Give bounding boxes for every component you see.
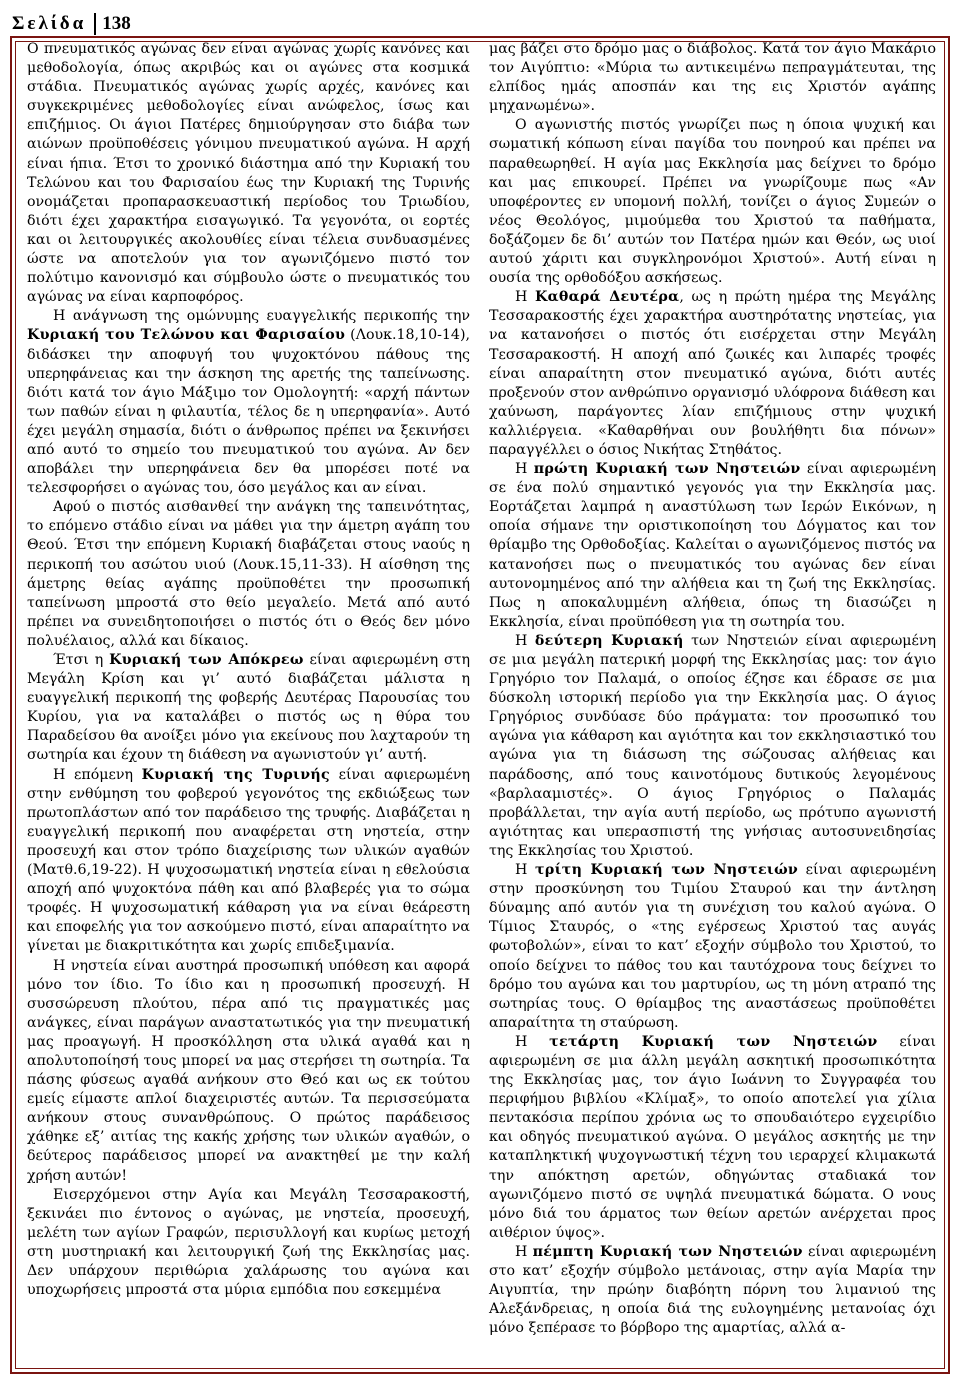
paragraph [489,288,936,460]
text-run: των Νηστειών είναι αφιερωμένη σε μια μεγάλη πατερική μορφή της Εκκλησίας μας: τον άγιο Γρηγόριο τον Παλαμά, ο οποίος έζησε και έδρασε σε μια δύσκολη ιστορική περίοδο για την Εκκλησία μας. Ο άγιος Γρηγόριος συνδύασε δύο πράγματα: τον προσωπικό του αγώνα για κάθαρση και αγιότητα και τον εκκλησιαστικό του αγώνα για τη διάσωση της σώζουσας αλήθειας και παράδοσης, από τους καινοτόμους δυτικούς λεγομένους «βαρλααμιστές». Ο άγιος Γρηγόριος ο Παλαμάς προβάλλεται, την αγία αυτή περίοδο, ως πρότυπο αγωνιστή αγιότητας και υπερασπιστή της γνήσιας αυτοσυνειδησίας της Εκκλησίας του Χριστού. [489,632,936,859]
paragraph [27,1186,470,1301]
text-run: , ως η πρώτη ημέρα της Μεγάλης Τεσσαρακοστής έχει χαρακτήρα αυστηρότατης νηστείας, για να κατανοήσει ο πιστός ότι εισέρχεται στην Μεγάλη Τεσσαρακοστή. Η αποχή από ζωικές και λιπαρές τροφές είναι απαραίτητη στον πνευματικό αγώνα, διότι αυτές προξενούν στον ανθρώπινο οργανισμό υλόφρονα διάθεση και χαύνωση, παράγοντες λίαν επιζήμιους στην ψυχική καλλιέργεια. «Καθαρθήναι ουν βουλήθητι δια πόνων» παραγγέλλει ο όσιος Νικήτας Στηθάτος. [489,289,937,458]
paragraph [489,40,936,116]
text-run: Έτσι η [53,652,110,668]
emphasized-term: Καθαρά Δευτέρα [535,289,680,306]
emphasized-term: Κυριακή της Τυρινής [141,766,330,783]
text-run: Η ανάγνωση της ομώνυμης ευαγγελικής περικοπής την [53,308,470,325]
left-column [27,40,470,1300]
paragraph [489,1033,936,1243]
text-run: είναι αφιερωμένη στην ενθύμηση του φοβερού γεγονότος της εκδιώξεως των πρωτοπλάστων από τον παράδεισο της τρυφής. Διαβάζεται η ευαγγελική περικοπή που αναφέρεται στη νηστεία, στην προσευχή και στον τρόπο διαχείρισης των υλικών αγαθών (Ματθ.6,19-22). Η ψυχοσωματική νηστεία είναι η εθελούσια αποχή από ψυχοκτόνα πάθη και από βλαβερές για το σώμα τροφές. Η ψυχοσωματική κάθαρση για να είναι θεάρεστη και εποφελής για τον ασκούμενο πιστό, είναι απαραίτητο να γίνεται με διακριτικότητα και χωρίς επιδεξιμανία. [27,766,470,955]
text-run: είναι αφιερωμένη στο κατ’ εξοχήν σύμβολο μετάνοιας, στην αγία Μαρία την Αιγυπτία, την πρώην διαβόητη πόρνη του λιμανιού της Αλεξάνδρειας, η οποία διά της ευλογημένης μετανοίας όχι μόνο ξεπέρασε το βόρβορο της αμαρτίας, αλλά α- [489,1243,936,1337]
text-run: Η επόμενη [53,766,142,783]
paragraph [27,307,470,498]
text-run: Η [515,1033,550,1050]
text-run: Η [515,862,535,879]
paragraph [489,460,936,632]
paragraph [489,861,936,1033]
paragraph [489,1243,936,1338]
emphasized-term: τρίτη Κυριακή των Νηστειών [535,862,799,879]
paragraph [27,766,470,957]
paragraph [489,116,936,288]
right-column [489,40,936,1338]
paragraph [27,40,470,307]
page-number: 138 [102,13,131,34]
emphasized-term: Κυριακή των Απόκρεω [109,652,304,668]
text-run: Η [515,632,535,649]
page-header [12,10,131,38]
text-run: είναι αφιερωμένη σε μια άλλη μεγάλη ασκητική προσωπικότητα της Εκκλησίας μας, τον άγιο Ιωάννη το Συγγραφέα του περιφήμου βιβλίου «Κλίμαξ», το οποίο αποτελεί για χίλια πεντακόσια περίπου χρόνια ως το σπουδαιότερο εγχειρίδιο και οδηγός πνευματικού αγώνα. Ο μεγάλος ασκητής με την καταπληκτική ψυχογνωστική τέχνη του ιεραρχεί κλιμακωτά την απόκτηση αρετών, οδηγώντας σταδιακά τον αγωνιζόμενο πιστό σε υψηλά πνευματικά δώματα. Ο νους μόνο διά του άρματος των θείων αρετών ανέρχεται προς αιθέριον ύψος». [489,1033,936,1241]
emphasized-term: Κυριακή του Τελώνου και Φαρισαίου [27,327,346,344]
emphasized-term: τετάρτη Κυριακή των Νηστειών [549,1033,878,1050]
text-run: (Λουκ.18,10-14), διδάσκει την αποφυγή του ψυχοκτόνου πάθους της υπερηφάνειας και την άσκηση της αρετής της ταπείνωσης. διότι κατά τον άγιο Μάξιμο τον Ομολογητή: «αρχή πάντων των παθών είναι η φιλαυτία, τέλος δε η υπερηφανία». Αυτό έχει μεγάλη σημασία, διότι ο άνθρωπος πρέπει να ξεκινήσει από αυτό το σημείο του πνευματικού του αγώνα. Αν δεν αποβάλει την υπερηφάνεια δεν θα μπορέσει ποτέ να τελεσφορήσει ο αγώνας του, όσο μεγάλος και αν είναι. [27,327,471,497]
text-run: Εισερχόμενοι στην Αγία και Μεγάλη Τεσσαρακοστή, ξεκινάει πιο έντονος ο αγώνας, με νηστεία, προσευχή, μελέτη των αγίων Γραφών, περισυλλογή και κυρίως μετοχή στη μυστηριακή και λειτουργική ζωή της Εκκλησίας μας. Δεν υπάρχουν περιθώρια χαλάρωσης του αγώνα και υποχωρήσεις μπροστά στα μύρια εμπόδια που εσκεμμένα [27,1186,470,1299]
text-run: Η [515,289,536,306]
emphasized-term: δεύτερη Κυριακή [534,632,684,649]
text-run: είναι αφιερωμένη στην προσκύνηση του Τιμίου Σταυρού και την άντληση δύναμης από αυτόν για τη συνέχιση του καλού αγώνα. Ο Τίμιος Σταυρός, ο «της εγέρσεως Χριστού τας αυγάς φωτοβολών», είναι το κατ’ εξοχήν σύμβολο του Χριστού, το οποίο δείχνει το πάθος του και ταυτόχρονα τους δείχνει το δρόμο του αγώνα και του μαρτυρίου, ως τη μόνη ατραπό της σωτηρίας τους. Ο θρίαμβος της αναστάσεως προϋποθέτει απαραίτητα τη σταύρωση. [489,862,937,1031]
text-run: Η [515,1243,533,1260]
header-divider [94,13,96,35]
emphasized-term: πρώτη Κυριακή των Νηστειών [533,461,801,478]
text-run: Αφού ο πιστός αισθανθεί την ανάγκη της ταπεινότητας, το επόμενο στάδιο είναι να μάθει για την άμετρη αγάπη του Θεού. Έτσι την επόμενη Κυριακή διαβάζεται στους ναούς η περικοπή του ασώτου υιού (Λουκ.15,11-33). Η αίσθηση της άμετρης θείας αγάπης προϋποθέτει την προσωπική ταπείνωση μπροστά στο θείο μεγαλείο. Μετά από αυτό πρέπει να συνειδητοποιήσει ο πιστός ότι ο Θεός δεν μόνο πολυέλαιος, αλλά και δίκαιος. [27,499,470,649]
text-run: Ο αγωνιστής πιστός γνωρίζει πως η όποια ψυχική και σωματική κόπωση είναι παγίδα του πονηρού και πρέπει να παραθεωρηθεί. Η αγία μας Εκκλησία μας δείχνει το δρόμο και μας επικουρεί. Πρέπει να γνωρίζουμε πως «Αν υποφέροντες εν υπομονή πολλή, τονίζει ο άγιος Συμεών ο νέος Θεολόγος, μιμούμεθα του Χριστού τα παθήματα, δοξάζομεν δε δι’ αυτών τον Πατέρα ημών και Θεόν, ως υιοί αυτού χάριτι και συγκληρονόμοι Χριστού». Αυτή είναι η ουσία της ορθοδόξου ασκήσεως. [489,117,936,287]
text-run: μας βάζει στο δρόμο μας ο διάβολος. Κατά τον άγιο Μακάριο τον Αιγύπτιο: «Μύρια τω αντικειμένω πεπραγμάτευται, της ελπίδος ημάς αποσπάν και της εις Χριστόν αγάπης μηχανωμένω». [489,41,936,115]
text-run: είναι αφιερωμένη σε ένα πολύ σημαντικό γεγονός για την Εκκλησία μας. Εορτάζεται λαμπρά η αναστύλωση των Ιερών Εικόνων, η οποία σήμανε την οριστικοποίηση του Δόγματος και τον θρίαμβο της Ορθοδοξίας. Καλείται ο αγωνιζόμενος πιστός να κατανοήσει πως ο πνευματικός του αγώνας δεν είναι αυτονομημένος από την αλήθεια και τη ζωή της Εκκλησίας. Πως η αποκαλυμμένη αλήθεια, όπως τη διασώζει η Εκκλησία, είναι προϋπόθεση για τη σωτηρία του. [489,461,936,630]
paragraph [27,651,470,766]
text-run: Η νηστεία είναι αυστηρά προσωπική υπόθεση και αφορά μόνο τον ίδιο. Το ίδιο και η προσωπική προσευχή. Η συσσώρευση πλούτου, πέρα από τις πραγματικές μας ανάγκες, είναι παράγων αναστατωτικός για την πνευματική μας προαγωγή. Η προσκόλληση στα υλικά αγαθά και η απολυτοποίησή τους μπορεί να μας στερήσει τη σωτηρία. Τα πάσης φύσεως αγαθά ανήκουν στο Θεό και ως εκ τούτου εμείς είμαστε απλοί διαχειριστές αυτών. Τα περισσεύματα ανήκουν στους συνανθρώπους. Ο πρώτος παράδεισος χάθηκε εξ’ αιτίας της κακής χρήσης των υλικών αγαθών, ο δεύτερος παράδεισος μπορεί να ανακτηθεί με την καλή χρήση αυτών! [27,957,470,1184]
text-run: είναι αφιερωμένη στη Μεγάλη Κρίση και γι’ αυτό διαβάζεται μάλιστα η ευαγγελική περικοπή της φοβερής Δευτέρας Παρουσίας του Κυρίου, για να καταλάβει ο πιστός ως η θύρα του Παραδείσου θα ανοίξει μόνο για εκείνους που λαχταρούν τη σωτηρία και έχουν τη διάθεση να αγωνιστούν γι’ αυτή. [27,652,470,764]
text-run: Ο πνευματικός αγώνας δεν είναι αγώνας χωρίς κανόνες και μεθοδολογία, όπως ακριβώς και οι αγώνες στα κοσμικά στάδια. Πνευματικός αγώνας χωρίς αρχές, κανόνες και συγκεκριμένες μεθοδολογίες είναι ανώφελος, ίσως και επιζήμιος. Οι άγιοι Πατέρες δημιούργησαν στο διάβα των αιώνων προϋποθέσεις γόνιμου πνευματικού αγώνα. Η αρχή είναι ήπια. Έτσι το χρονικό διάστημα από την Κυριακή του Τελώνου και του Φαρισαίου έως την Κυριακή της Τυρινής ονομάζεται προπαρασκευαστική περίοδος του Τριωδίου, διότι έχει χαρακτήρα εισαγωγικό. Τα γεγονότα, οι εορτές και οι λειτουργικές ακολουθίες είναι τέλεια συνδυασμένες ώστε να αποτελούν για τον αγωνιζόμενο πιστό τον πολύτιμο κανονισμό και σύμβουλο ώστε ο πνευματικός του αγώνας να είναι καρποφόρος. [27,41,470,306]
page-label: Σελίδα [12,13,87,34]
paragraph [27,498,470,651]
text-run: Η [515,461,534,478]
paragraph [27,957,470,1186]
emphasized-term: πέμπτη Κυριακή των Νηστειών [532,1243,803,1260]
paragraph [489,632,936,861]
